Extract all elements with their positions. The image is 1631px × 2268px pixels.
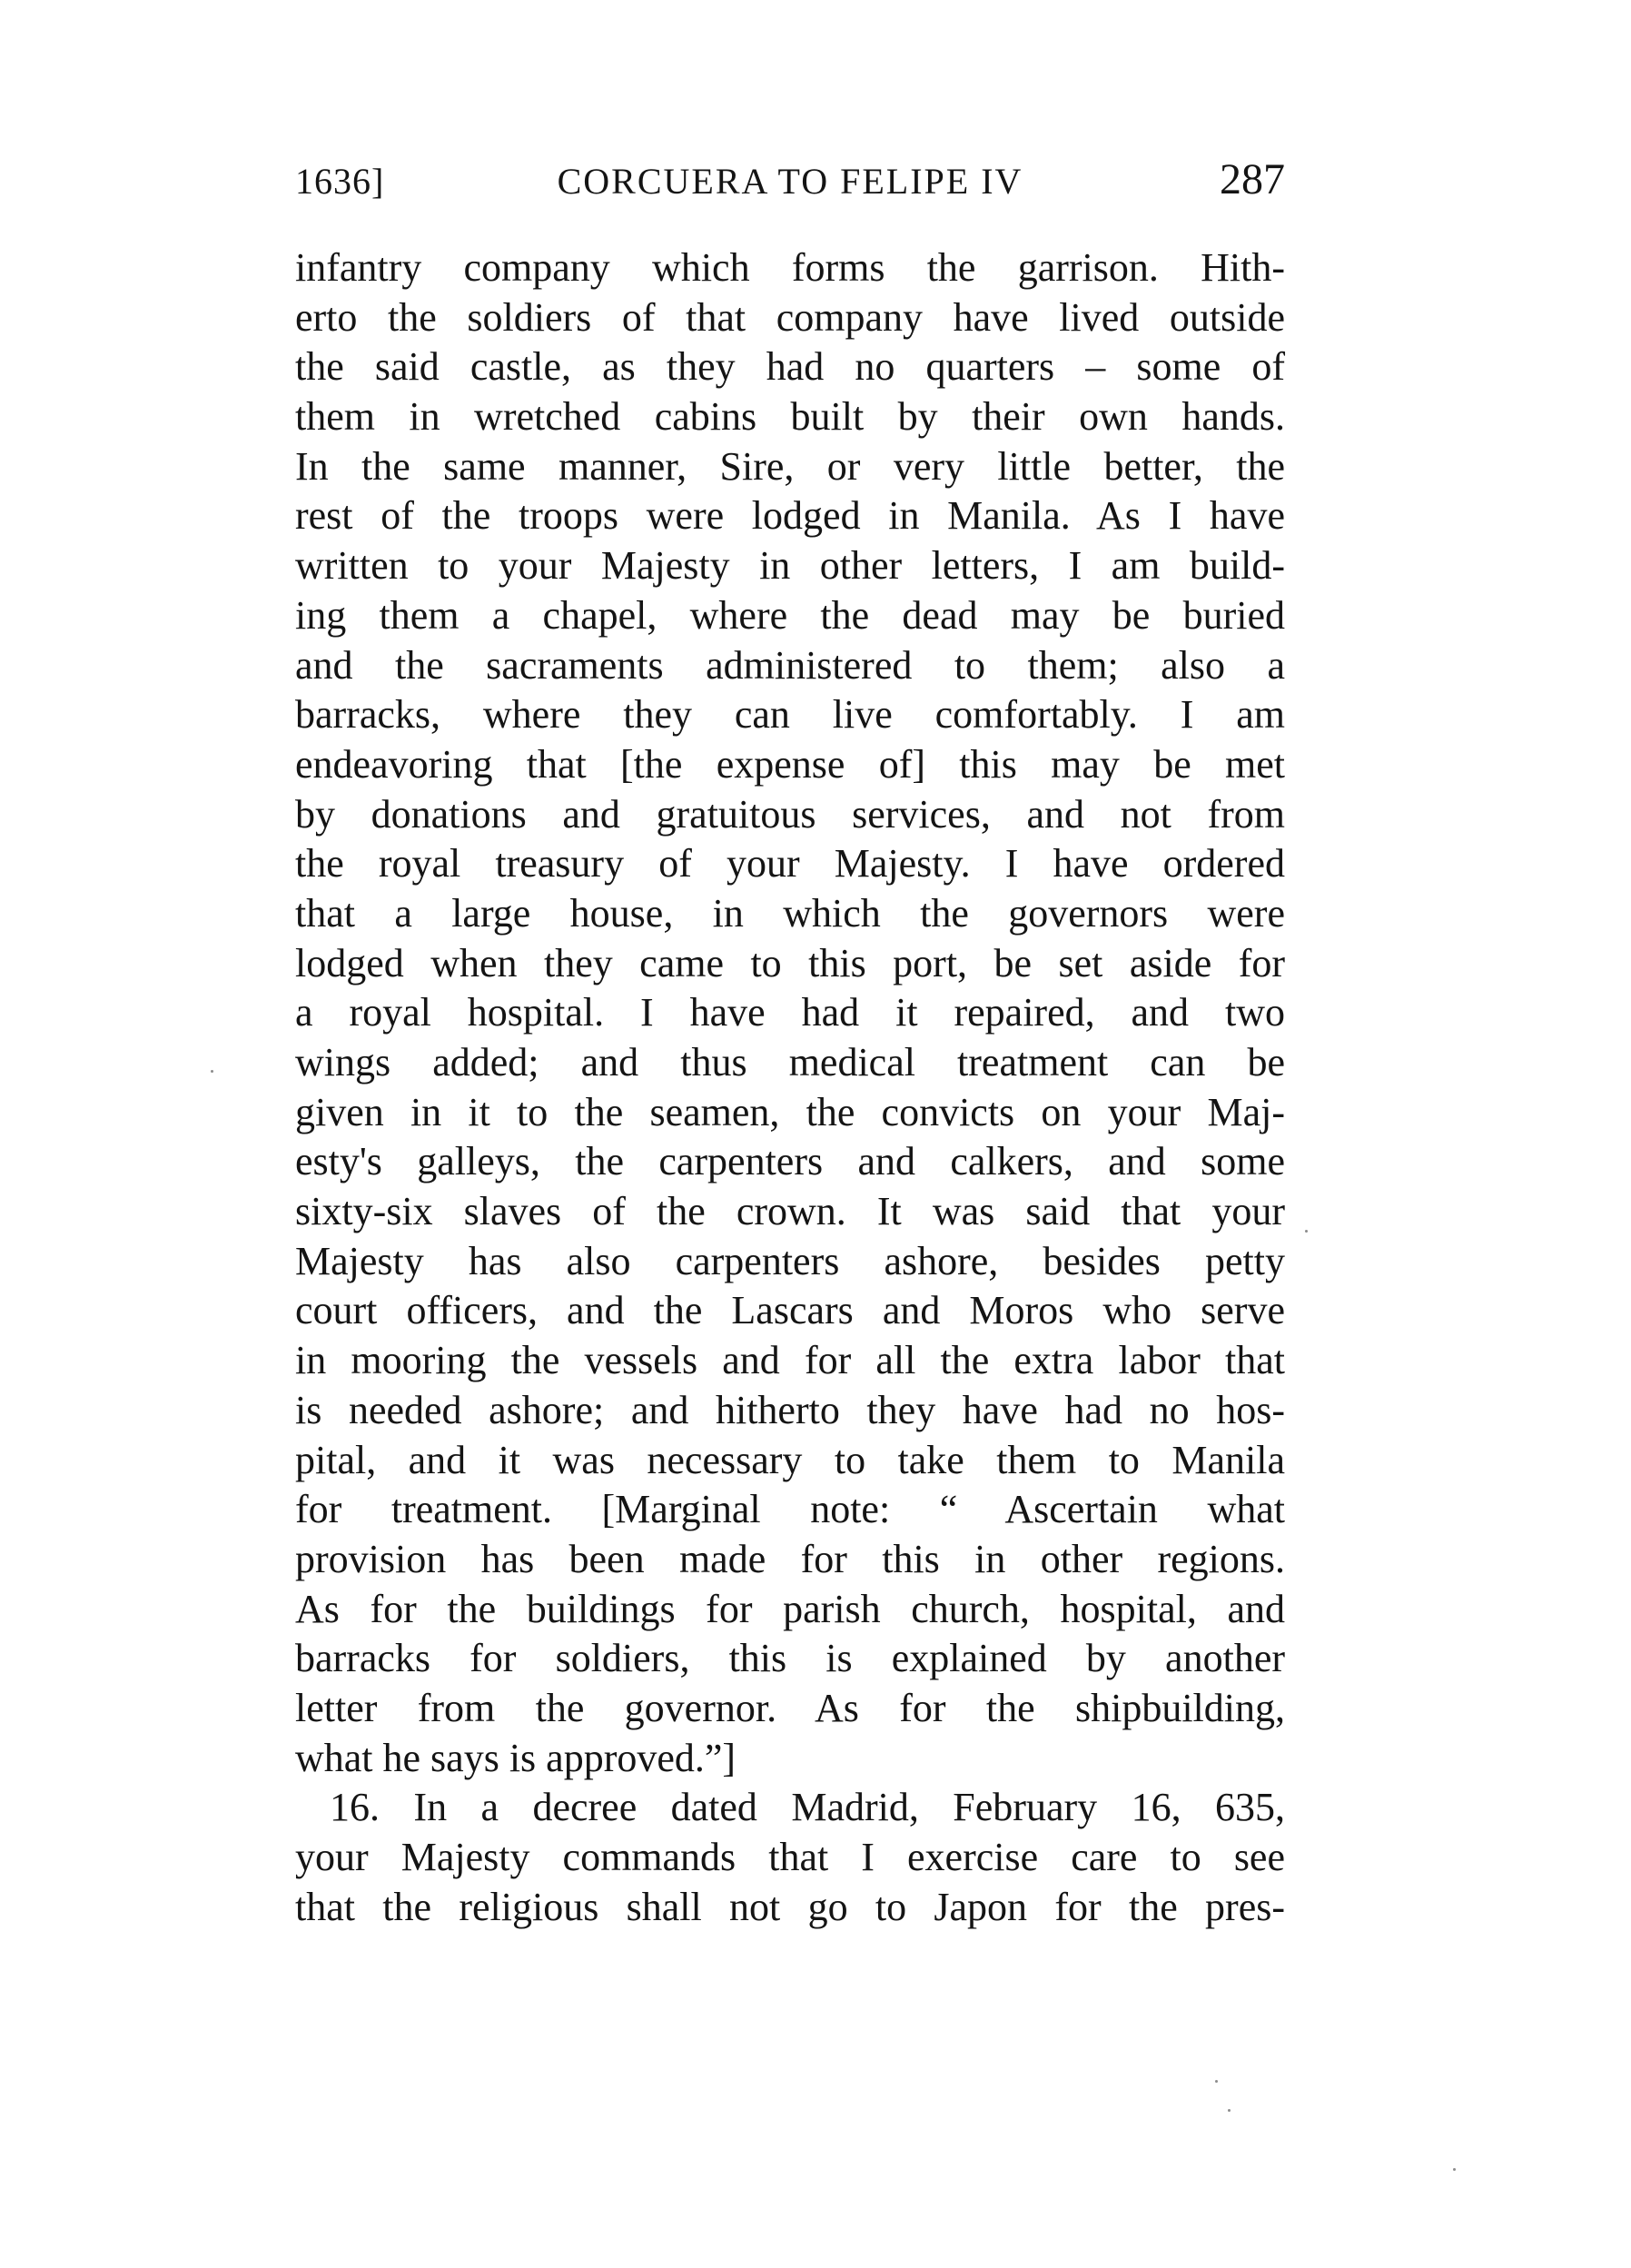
text-line: in mooring the vessels and for all the extra labor that <box>295 1338 1285 1383</box>
text-line: that a large house, in which the governors were <box>295 890 1285 936</box>
text-line: and the sacraments administered to them; also a <box>295 642 1285 688</box>
paper-speck <box>211 1070 213 1073</box>
paper-speck <box>1453 2168 1456 2171</box>
text-line: by donations and gratuitous services, and not from <box>295 791 1285 837</box>
text-line: lodged when they came to this port, be set aside for <box>295 940 1285 985</box>
text-line: infantry company which forms the garrison. Hith- <box>295 245 1285 290</box>
text-line: what he says is approved.”] <box>295 1735 736 1780</box>
text-line: erto the soldiers of that company have lived outside <box>295 294 1285 340</box>
text-line: for treatment. [Marginal note: “ Ascertain what <box>295 1487 1285 1532</box>
text-line: sixty-six slaves of the crown. It was said that your <box>295 1189 1285 1234</box>
text-line: letter from the governor. As for the shipbuilding, <box>295 1685 1285 1730</box>
text-line: pital, and it was necessary to take them to Manila <box>295 1437 1285 1482</box>
text-line: provision has been made for this in other regions. <box>295 1536 1285 1581</box>
body-text <box>295 243 1285 1932</box>
running-head <box>295 154 1285 209</box>
text-line: wings added; and thus medical treatment can be <box>295 1040 1285 1084</box>
paper-speck <box>1228 2109 1231 2112</box>
text-line: the royal treasury of your Majesty. I have ordered <box>295 841 1285 886</box>
text-line: esty's galleys, the carpenters and calkers, and some <box>295 1139 1285 1184</box>
text-line: As for the buildings for parish church, hospital, and <box>295 1586 1285 1631</box>
text-line: is needed ashore; and hitherto they have had no hos- <box>295 1387 1285 1432</box>
text-line: Majesty has also carpenters ashore, besides petty <box>295 1238 1285 1283</box>
text-line: given in it to the seamen, the convicts on your Maj- <box>295 1089 1285 1134</box>
text-line: rest of the troops were lodged in Manila. As I have <box>295 493 1285 539</box>
text-line: the said castle, as they had no quarters – some of <box>295 344 1285 390</box>
text-line: a royal hospital. I have had it repaired, and two <box>295 990 1285 1035</box>
running-head-year: 1636] <box>295 161 385 202</box>
text-line: court officers, and the Lascars and Moros who serve <box>295 1288 1285 1333</box>
text-line: endeavoring that [the expense of] this may be met <box>295 741 1285 787</box>
text-line: In the same manner, Sire, or very little better, the <box>295 443 1285 489</box>
text-line: ing them a chapel, where the dead may be buried <box>295 592 1285 638</box>
paper-speck <box>1305 1230 1308 1233</box>
text-line: written to your Majesty in other letters, I am build- <box>295 543 1285 589</box>
running-head-title: CORCUERA TO FELIPE IV <box>557 161 1023 202</box>
paragraph-start-line: 16. In a decree dated Madrid, February 16, 635, <box>330 1785 1285 1830</box>
text-line: that the religious shall not go to Japon for the pres- <box>295 1884 1285 1929</box>
text-line: barracks for soldiers, this is explained by another <box>295 1636 1285 1681</box>
paper-speck <box>1215 2080 1218 2083</box>
text-line: barracks, where they can live comfortably. I am <box>295 692 1285 738</box>
text-line: your Majesty commands that I exercise care to see <box>295 1835 1285 1879</box>
page-number: 287 <box>1220 155 1285 203</box>
text-line: them in wretched cabins built by their own hands. <box>295 394 1285 440</box>
